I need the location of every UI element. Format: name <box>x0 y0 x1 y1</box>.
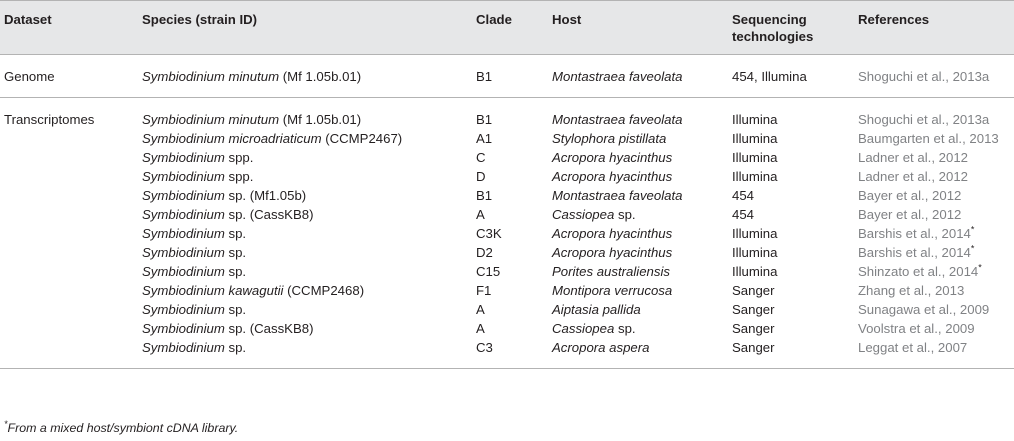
cell-clade: A <box>476 321 485 336</box>
cell-species <box>138 129 472 148</box>
cell-sequencing: Sanger <box>732 302 775 317</box>
table-row <box>0 300 1014 319</box>
cell-clade: C3K <box>476 226 502 241</box>
cell-species <box>138 148 472 167</box>
cell-reference <box>854 167 1014 186</box>
host-name: Montastraea faveolata <box>552 69 683 84</box>
species-strain: (Mf 1.05b.01) <box>279 69 362 84</box>
table-row <box>0 55 1014 98</box>
cell-host <box>548 262 728 281</box>
host-name: Acropora hyacinthus <box>552 226 673 241</box>
species-strain: sp. <box>224 264 247 279</box>
cell-clade: A <box>476 207 485 222</box>
cell-reference <box>854 148 1014 167</box>
cell-species <box>138 281 472 300</box>
table-footnote <box>4 418 239 435</box>
cell-dataset <box>0 129 138 148</box>
species-strain: (CCMP2468) <box>283 283 365 298</box>
cell-host <box>548 338 728 369</box>
cell-species <box>138 98 472 130</box>
cell-dataset <box>0 148 138 167</box>
species-name: Symbiodinium microadriaticum <box>142 131 322 146</box>
cell-dataset <box>0 281 138 300</box>
table-row <box>0 98 1014 130</box>
header-references: References <box>854 1 1014 55</box>
cell-sequencing: Illumina <box>732 131 778 146</box>
reference-text: Shoguchi et al., 2013a <box>858 69 990 84</box>
transcriptome-group <box>0 98 1014 369</box>
species-name: Symbiodinium <box>142 321 225 336</box>
cell-dataset <box>0 186 138 205</box>
cell-species <box>138 338 472 369</box>
reference-footnote-mark: * <box>970 243 975 254</box>
host-name: Aiptasia pallida <box>552 302 641 317</box>
cell-clade: C15 <box>476 264 501 279</box>
cell-sequencing: 454 <box>732 207 755 222</box>
cell-sequencing: Illumina <box>732 150 778 165</box>
cell-reference <box>854 129 1014 148</box>
cell-host <box>548 98 728 130</box>
cell-reference <box>854 338 1014 369</box>
host-name: Acropora hyacinthus <box>552 169 673 184</box>
footnote-text: From a mixed host/symbiont cDNA library. <box>7 421 239 435</box>
cell-dataset: Genome <box>0 55 138 98</box>
cell-sequencing: Illumina <box>732 264 778 279</box>
cell-sequencing: Sanger <box>732 283 775 298</box>
table-row <box>0 224 1014 243</box>
cell-host <box>548 205 728 224</box>
reference-text: Sunagawa et al., 2009 <box>858 302 990 317</box>
reference-text: Barshis et al., 2014 <box>858 245 971 260</box>
species-strain: sp. (CassKB8) <box>224 207 314 222</box>
reference-footnote-mark: * <box>970 224 975 235</box>
host-name: Stylophora pistillata <box>552 131 667 146</box>
cell-dataset <box>0 262 138 281</box>
cell-reference <box>854 262 1014 281</box>
species-strain: sp. <box>224 340 247 355</box>
cell-clade: B1 <box>476 112 493 127</box>
table-row <box>0 129 1014 148</box>
cell-dataset <box>0 205 138 224</box>
cell-sequencing: Sanger <box>728 338 854 369</box>
reference-text: Ladner et al., 2012 <box>858 150 968 165</box>
host-name: Cassiopea <box>552 207 615 222</box>
cell-reference <box>854 300 1014 319</box>
species-name: Symbiodinium <box>142 169 225 184</box>
host-suffix: sp. <box>614 321 636 336</box>
cell-dataset <box>0 224 138 243</box>
cell-species <box>138 300 472 319</box>
cell-host <box>548 129 728 148</box>
species-strain: (Mf 1.05b.01) <box>279 112 362 127</box>
cell-sequencing: Sanger <box>732 321 775 336</box>
reference-text: Barshis et al., 2014 <box>858 226 971 241</box>
host-name: Montastraea faveolata <box>552 112 683 127</box>
cell-dataset <box>0 300 138 319</box>
table-row <box>0 148 1014 167</box>
host-name: Acropora hyacinthus <box>552 245 673 260</box>
species-strain: sp. <box>224 302 247 317</box>
cell-host <box>548 319 728 338</box>
header-dataset: Dataset <box>0 1 138 55</box>
species-strain: sp. <box>224 245 247 260</box>
table-row <box>0 319 1014 338</box>
host-name: Porites australiensis <box>552 264 671 279</box>
header-host: Host <box>548 1 728 55</box>
species-name: Symbiodinium <box>142 245 225 260</box>
cell-reference <box>854 186 1014 205</box>
cell-host <box>548 55 728 98</box>
header-row <box>0 1 1014 55</box>
species-name: Symbiodinium <box>142 226 225 241</box>
species-name: Symbiodinium <box>142 150 225 165</box>
species-strain: sp. <box>224 226 247 241</box>
cell-reference <box>854 281 1014 300</box>
header-clade: Clade <box>472 1 548 55</box>
cell-reference <box>854 319 1014 338</box>
table-row <box>0 338 1014 369</box>
reference-text: Baumgarten et al., 2013 <box>858 131 999 146</box>
cell-species <box>138 186 472 205</box>
cell-sequencing: Illumina <box>732 169 778 184</box>
cell-sequencing: Illumina <box>732 112 778 127</box>
cell-dataset: Transcriptomes <box>4 112 95 127</box>
cell-sequencing: Illumina <box>732 226 778 241</box>
cell-reference <box>854 205 1014 224</box>
reference-footnote-mark: * <box>978 262 982 273</box>
cell-clade: A1 <box>476 131 493 146</box>
cell-sequencing: 454, Illumina <box>728 55 854 98</box>
cell-host <box>548 243 728 262</box>
cell-species <box>138 224 472 243</box>
host-name: Acropora hyacinthus <box>552 150 673 165</box>
cell-reference <box>854 243 1014 262</box>
cell-clade: D2 <box>476 245 493 260</box>
cell-clade: A <box>476 302 485 317</box>
cell-host <box>548 167 728 186</box>
table-row <box>0 186 1014 205</box>
reference-text: Shoguchi et al., 2013a <box>858 112 990 127</box>
cell-dataset <box>0 243 138 262</box>
header-sequencing-line1: Sequencing <box>732 12 807 27</box>
cell-sequencing: 454 <box>732 188 755 203</box>
cell-species <box>138 167 472 186</box>
species-strain: sp. (Mf1.05b) <box>224 188 307 203</box>
cell-host <box>548 300 728 319</box>
cell-species <box>138 319 472 338</box>
cell-host <box>548 281 728 300</box>
host-suffix: sp. <box>614 207 636 222</box>
cell-clade: F1 <box>476 283 492 298</box>
cell-species <box>138 262 472 281</box>
cell-clade: B1 <box>472 55 548 98</box>
cell-reference <box>854 98 1014 130</box>
host-name: Cassiopea <box>552 321 615 336</box>
species-name: Symbiodinium <box>142 302 225 317</box>
reference-text: Bayer et al., 2012 <box>858 188 962 203</box>
header-species: Species (strain ID) <box>138 1 472 55</box>
species-name: Symbiodinium minutum <box>142 112 280 127</box>
species-name: Symbiodinium kawagutii <box>142 283 284 298</box>
table-row <box>0 243 1014 262</box>
cell-dataset <box>0 319 138 338</box>
reference-text: Voolstra et al., 2009 <box>858 321 975 336</box>
cell-clade: C <box>476 150 486 165</box>
species-strain: spp. <box>224 169 254 184</box>
reference-text: Zhang et al., 2013 <box>858 283 965 298</box>
header-sequencing-line2: technologies <box>732 29 814 44</box>
species-name: Symbiodinium <box>142 188 225 203</box>
host-name: Montastraea faveolata <box>552 188 683 203</box>
species-strain: (CCMP2467) <box>321 131 403 146</box>
cell-dataset <box>0 167 138 186</box>
species-name: Symbiodinium <box>142 340 225 355</box>
reference-text: Ladner et al., 2012 <box>858 169 968 184</box>
cell-host <box>548 224 728 243</box>
species-name: Symbiodinium <box>142 264 225 279</box>
host-name: Acropora aspera <box>552 340 650 355</box>
cell-reference <box>854 55 1014 98</box>
reference-text: Leggat et al., 2007 <box>858 340 968 355</box>
table-row <box>0 281 1014 300</box>
table-row <box>0 205 1014 224</box>
cell-host <box>548 186 728 205</box>
footnote-mark: * <box>4 418 8 429</box>
reference-text: Shinzato et al., 2014 <box>858 264 979 279</box>
cell-species <box>138 205 472 224</box>
cell-clade: B1 <box>476 188 493 203</box>
species-name: Symbiodinium <box>142 207 225 222</box>
cell-species <box>138 243 472 262</box>
cell-species <box>138 55 472 98</box>
cell-reference <box>854 224 1014 243</box>
header-sequencing <box>728 1 854 55</box>
table-row <box>0 167 1014 186</box>
species-name: Symbiodinium minutum <box>142 69 280 84</box>
cell-clade: D <box>476 169 486 184</box>
cell-clade: C3 <box>472 338 548 369</box>
species-strain: sp. (CassKB8) <box>224 321 314 336</box>
cell-sequencing: Illumina <box>732 245 778 260</box>
table-header <box>0 1 1014 55</box>
cell-dataset <box>0 338 138 369</box>
host-name: Montipora verrucosa <box>552 283 673 298</box>
cell-host <box>548 148 728 167</box>
species-strain: spp. <box>224 150 254 165</box>
table-row <box>0 262 1014 281</box>
genome-group <box>0 55 1014 98</box>
reference-text: Bayer et al., 2012 <box>858 207 962 222</box>
